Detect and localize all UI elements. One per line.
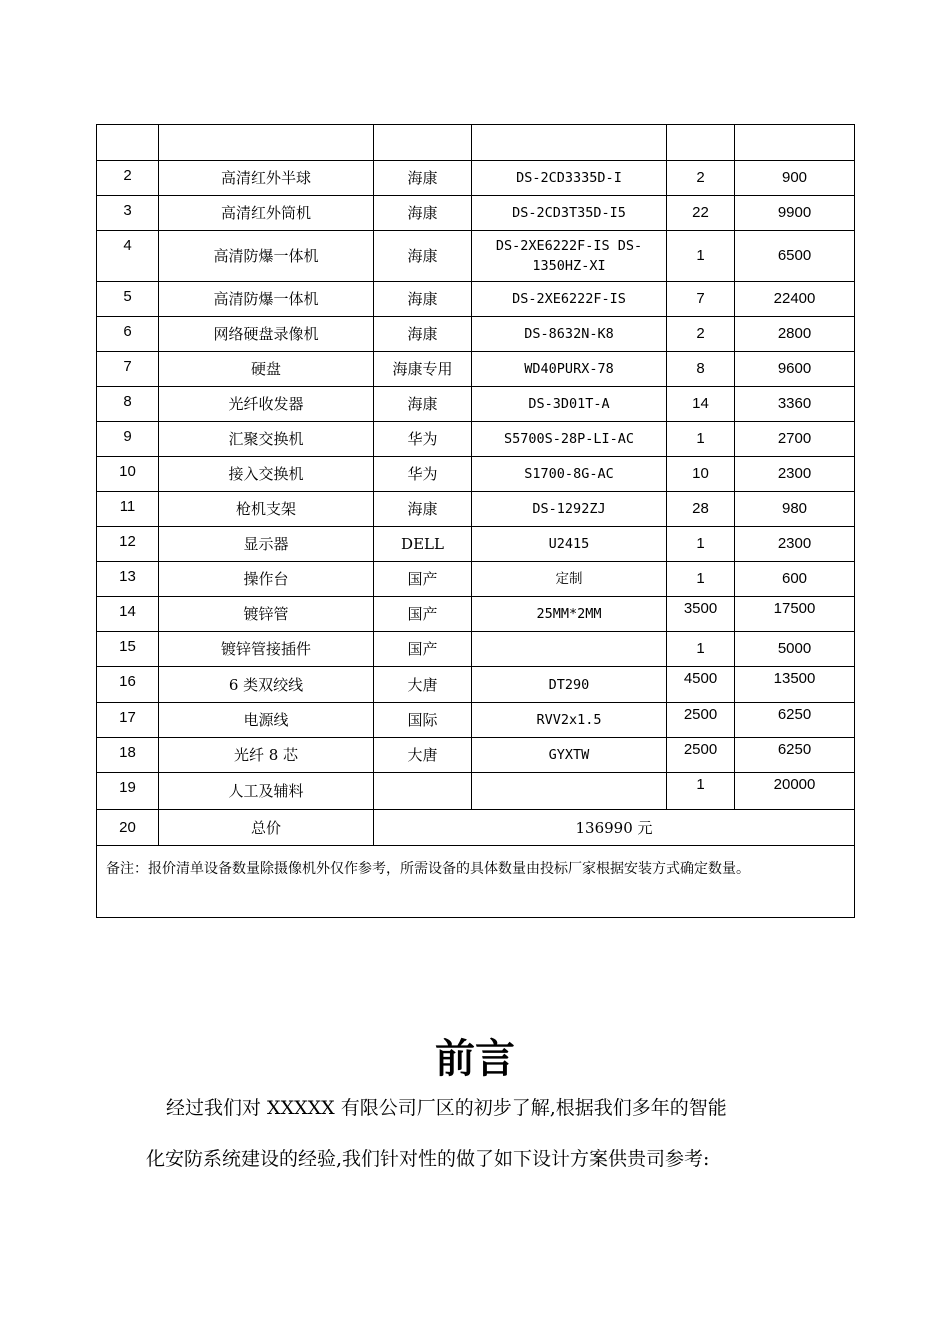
table-row <box>97 597 855 632</box>
quote-note: 备注：报价清单设备数量除摄像机外仅作参考，所需设备的具体数量由投标厂家根据安装方式确定数量。 <box>97 846 855 918</box>
item-price: 9900 <box>735 196 855 231</box>
table-row <box>97 231 855 282</box>
item-brand: DELL <box>374 527 472 562</box>
table-row <box>97 562 855 597</box>
item-quantity: 4500 <box>667 667 735 703</box>
item-number: 14 <box>97 597 159 632</box>
item-name: 人工及辅料 <box>159 773 374 810</box>
item-price: 2700 <box>735 422 855 457</box>
item-number: 3 <box>97 196 159 231</box>
foreword-line-2: 化安防系统建设的经验,我们针对性的做了如下设计方案供贵司参考: <box>146 1148 710 1170</box>
item-number: 19 <box>97 773 159 810</box>
item-brand: 海康 <box>374 317 472 352</box>
table-row <box>97 773 855 810</box>
item-model <box>472 632 667 667</box>
item-model: DS-2CD3T35D-I5 <box>472 196 667 231</box>
item-brand: 国产 <box>374 597 472 632</box>
item-brand: 海康 <box>374 231 472 282</box>
item-number: 8 <box>97 387 159 422</box>
item-quantity: 2500 <box>667 738 735 773</box>
table-header-row-blank <box>97 125 855 161</box>
item-model: DS-2XE6222F-IS <box>472 282 667 317</box>
item-brand: 华为 <box>374 457 472 492</box>
item-quantity: 1 <box>667 773 735 810</box>
item-brand: 大唐 <box>374 667 472 703</box>
item-number: 4 <box>97 231 159 282</box>
item-model: S5700S-28P-LI-AC <box>472 422 667 457</box>
item-brand: 海康 <box>374 196 472 231</box>
table-row <box>97 457 855 492</box>
item-price: 980 <box>735 492 855 527</box>
table-row <box>97 422 855 457</box>
item-brand: 华为 <box>374 422 472 457</box>
item-model: DS-2XE6222F-IS DS-1350HZ-XI <box>472 231 667 282</box>
table-row <box>97 196 855 231</box>
item-price: 2800 <box>735 317 855 352</box>
item-quantity: 1 <box>667 562 735 597</box>
table-row <box>97 161 855 196</box>
item-name: 网络硬盘录像机 <box>159 317 374 352</box>
item-model: DS-2CD3335D-I <box>472 161 667 196</box>
item-model: DS-3D01T-A <box>472 387 667 422</box>
item-number: 11 <box>97 492 159 527</box>
item-model <box>472 773 667 810</box>
item-quantity: 3500 <box>667 597 735 632</box>
item-price: 3360 <box>735 387 855 422</box>
table-row <box>97 387 855 422</box>
item-price: 2300 <box>735 527 855 562</box>
item-price: 900 <box>735 161 855 196</box>
item-brand: 国产 <box>374 632 472 667</box>
item-model: WD40PURX-78 <box>472 352 667 387</box>
item-brand: 国产 <box>374 562 472 597</box>
item-brand: 海康 <box>374 282 472 317</box>
item-quantity: 10 <box>667 457 735 492</box>
item-quantity: 1 <box>667 231 735 282</box>
item-quantity: 22 <box>667 196 735 231</box>
item-name: 光纤 8 芯 <box>159 738 374 773</box>
item-quantity: 7 <box>667 282 735 317</box>
item-price: 20000 <box>735 773 855 810</box>
table-row <box>97 492 855 527</box>
item-quantity: 28 <box>667 492 735 527</box>
item-price: 5000 <box>735 632 855 667</box>
item-name: 接入交换机 <box>159 457 374 492</box>
item-brand: 海康专用 <box>374 352 472 387</box>
item-name: 显示器 <box>159 527 374 562</box>
item-price: 600 <box>735 562 855 597</box>
item-name: 高清防爆一体机 <box>159 231 374 282</box>
item-brand: 海康 <box>374 161 472 196</box>
item-name: 枪机支架 <box>159 492 374 527</box>
item-number: 15 <box>97 632 159 667</box>
item-price: 6250 <box>735 738 855 773</box>
item-name: 高清红外半球 <box>159 161 374 196</box>
item-name: 光纤收发器 <box>159 387 374 422</box>
item-number: 17 <box>97 703 159 738</box>
item-number: 13 <box>97 562 159 597</box>
foreword-line-1: 经过我们对 XXXXX 有限公司厂区的初步了解,根据我们多年的智能 <box>166 1097 727 1119</box>
item-quantity: 1 <box>667 527 735 562</box>
item-brand: 大唐 <box>374 738 472 773</box>
item-number: 5 <box>97 282 159 317</box>
item-model: DT290 <box>472 667 667 703</box>
item-name: 操作台 <box>159 562 374 597</box>
item-name: 高清防爆一体机 <box>159 282 374 317</box>
item-price: 22400 <box>735 282 855 317</box>
table-row <box>97 632 855 667</box>
item-brand: 国际 <box>374 703 472 738</box>
table-row <box>97 738 855 773</box>
item-name: 汇聚交换机 <box>159 422 374 457</box>
item-number: 10 <box>97 457 159 492</box>
item-number: 2 <box>97 161 159 196</box>
item-name: 6 类双绞线 <box>159 667 374 703</box>
item-model: S1700-8G-AC <box>472 457 667 492</box>
item-model: RVV2x1.5 <box>472 703 667 738</box>
item-number: 7 <box>97 352 159 387</box>
item-model: DS-1292ZJ <box>472 492 667 527</box>
item-brand <box>374 773 472 810</box>
item-model: GYXTW <box>472 738 667 773</box>
item-number: 12 <box>97 527 159 562</box>
total-label: 总价 <box>159 810 374 846</box>
table-row <box>97 527 855 562</box>
item-quantity: 1 <box>667 422 735 457</box>
total-row <box>97 810 855 846</box>
item-price: 17500 <box>735 597 855 632</box>
table-row <box>97 352 855 387</box>
item-quantity: 2 <box>667 317 735 352</box>
item-brand: 海康 <box>374 492 472 527</box>
equipment-quote-table <box>96 124 855 918</box>
table-row <box>97 703 855 738</box>
item-quantity: 8 <box>667 352 735 387</box>
table-row <box>97 317 855 352</box>
note-row <box>97 846 855 918</box>
item-name: 硬盘 <box>159 352 374 387</box>
item-quantity: 2 <box>667 161 735 196</box>
item-name: 高清红外筒机 <box>159 196 374 231</box>
item-price: 6500 <box>735 231 855 282</box>
item-name: 电源线 <box>159 703 374 738</box>
item-model: 25MM*2MM <box>472 597 667 632</box>
item-quantity: 1 <box>667 632 735 667</box>
item-brand: 海康 <box>374 387 472 422</box>
item-price: 2300 <box>735 457 855 492</box>
item-quantity: 14 <box>667 387 735 422</box>
total-amount: 136990 元 <box>374 810 855 846</box>
item-number: 9 <box>97 422 159 457</box>
table-row <box>97 282 855 317</box>
item-price: 9600 <box>735 352 855 387</box>
item-number: 6 <box>97 317 159 352</box>
item-quantity: 2500 <box>667 703 735 738</box>
foreword-title: 前言 <box>435 1036 515 1082</box>
item-model: DS-8632N-K8 <box>472 317 667 352</box>
table-row <box>97 667 855 703</box>
item-model: 定制 <box>472 562 667 597</box>
item-number: 16 <box>97 667 159 703</box>
item-name: 镀锌管接插件 <box>159 632 374 667</box>
item-number: 18 <box>97 738 159 773</box>
item-price: 6250 <box>735 703 855 738</box>
total-number: 20 <box>97 810 159 846</box>
item-name: 镀锌管 <box>159 597 374 632</box>
item-model: U2415 <box>472 527 667 562</box>
item-price: 13500 <box>735 667 855 703</box>
